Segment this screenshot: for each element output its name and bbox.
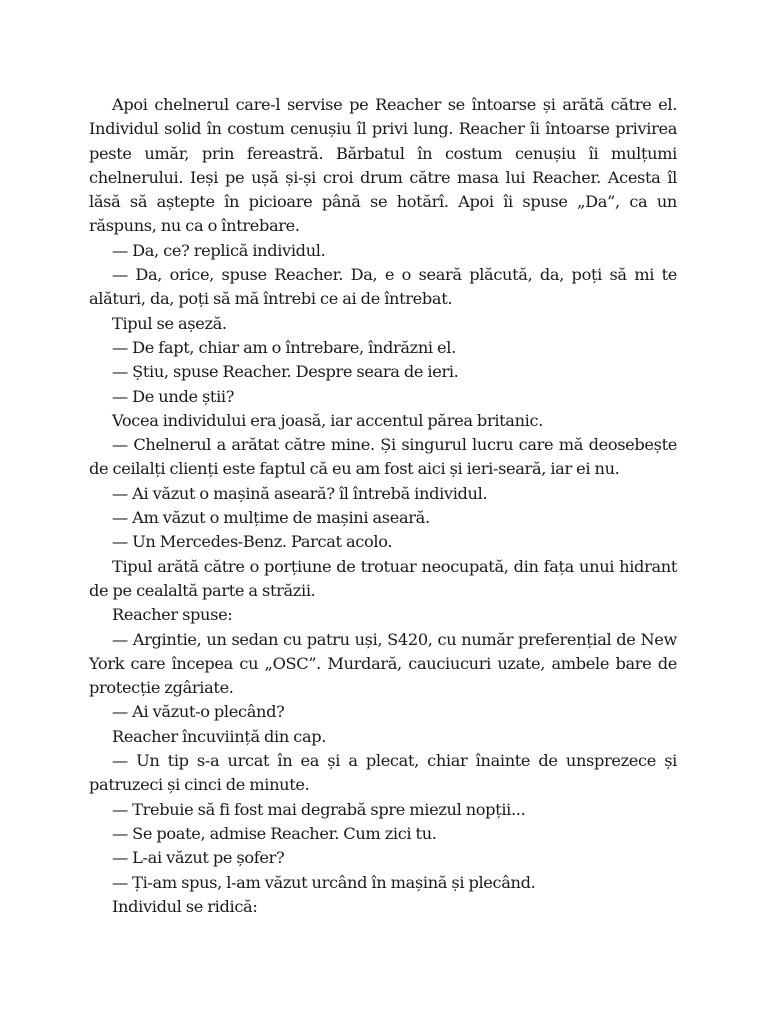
paragraph-17: Reacher încuviință din cap.: [112, 726, 327, 746]
paragraph-13: Tipul arătă către o porțiune de trotuar neocupată, din fața unui hidrant de pe cealaltă parte a străzii.: [89, 556, 677, 600]
paragraph-15: — Argintie, un sedan cu patru uși, S420, cu număr preferențial de New York care începea cu „OSC”. Murdară, cauciucuri uzate, ambele bare de protecție zgâriate.: [89, 629, 677, 698]
paragraph-5: — De fapt, chiar am o întrebare, îndrăzni el.: [112, 337, 456, 357]
paragraph-16: — Ai văzut-o plecând?: [112, 702, 285, 722]
paragraph-6: — Știu, spuse Reacher. Despre seara de ieri.: [112, 362, 459, 382]
paragraph-18: — Un tip s-a urcat în ea și a plecat, chiar înainte de unsprezece și patruzeci și cinci de minute.: [89, 751, 677, 795]
paragraph-14: Reacher spuse:: [112, 605, 233, 625]
paragraph-21: — L-ai văzut pe șofer?: [112, 848, 285, 868]
paragraph-11: — Am văzut o mulțime de mașini aseară.: [112, 508, 430, 528]
paragraph-4: Tipul se așeză.: [112, 313, 227, 333]
paragraph-23: Individul se ridică:: [112, 896, 258, 916]
paragraph-20: — Se poate, admise Reacher. Cum zici tu.: [112, 823, 437, 843]
paragraph-1: Apoi chelnerul care-l servise pe Reacher se întoarse și arătă către el. Individul solid în costum cenușiu îl privi lung. Reacher îi întoarse privirea peste umăr, prin fereastră. Bărbatul în costum cenușiu îi mulțumi chelnerului. Ieși pe ușă și-și croi drum către masa lui Reacher. Acesta îl lăsă să aștepte în picioare până se hotărî. Apoi îi spuse „Da”, ca un răspuns, nu ca o întrebare.: [89, 95, 677, 236]
paragraph-10: — Ai văzut o mașină aseară? îl întrebă individul.: [112, 483, 488, 503]
paragraph-19: — Trebuie să fi fost mai degrabă spre miezul nopții...: [112, 799, 526, 819]
paragraph-8: Vocea individului era joasă, iar accentul părea britanic.: [112, 410, 544, 430]
paragraph-12: — Un Mercedes-Benz. Parcat acolo.: [112, 532, 393, 552]
paragraph-2: — Da, ce? replică individul.: [112, 240, 326, 260]
paragraph-7: — De unde știi?: [112, 386, 235, 406]
book-page-text: [89, 93, 677, 919]
paragraph-3: — Da, orice, spuse Reacher. Da, e o seară plăcută, da, poți să mi te alături, da, poți să mă întrebi ce ai de întrebat.: [89, 265, 677, 309]
paragraph-22: — Ți-am spus, l-am văzut urcând în mașină și plecând.: [112, 872, 536, 892]
paragraph-9: — Chelnerul a arătat către mine. Și singurul lucru care mă deosebește de ceilalți clienți este faptul că eu am fost aici și ieri-seară, iar ei nu.: [89, 435, 677, 479]
